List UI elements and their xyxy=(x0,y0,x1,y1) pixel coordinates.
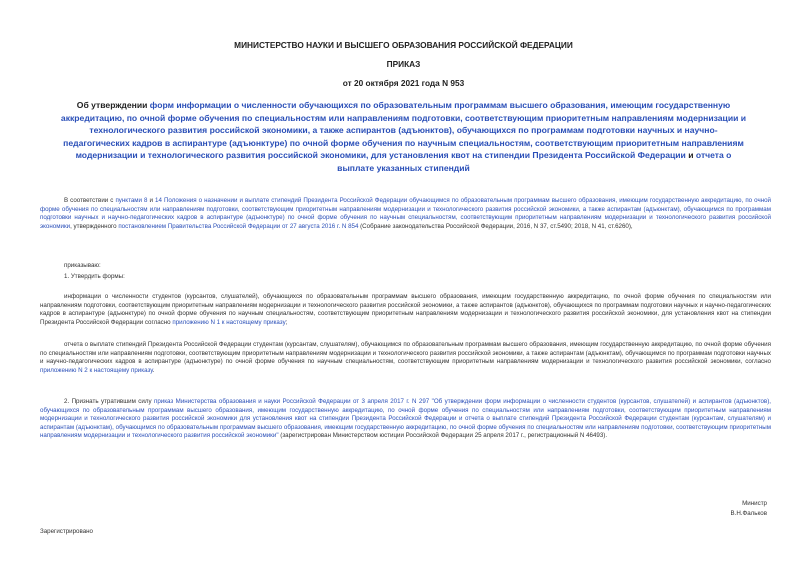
item-2-text-2: (зарегистрирован Министерством юстиции Российской Федерации 25 апреля 2017 г., регистрационный N 46493). xyxy=(278,432,608,440)
form-2-end: . xyxy=(152,366,155,374)
link-repealed-order[interactable]: приказ Министерства образования и науки Российской Федерации от 3 апреля 2017 г. N 297 "Об утверждении форм информации о численности студентов (курсантов, слушателей) и аспирантов (адъюнктов), обучающихся по образовательным программам высшего образования, имеющим государственную аккредитацию, по очной форме обучения по специальностям или направлениям подготовки, соответствующим приоритетным направлениям модернизации и технологического развития российской экономики для установления квот на стипендии Президента Российской Федерации и отчета о выплате стипендий Президента Российской Федерации студентам (курсантам, слушателям) и аспирантам (адъюнктам), обучающимся по образовательным программам высшего образования, имеющим государственную аккредитацию, по очной форме обучения по специальностям или направлениям подготовки, соответствующим приоритетным направлениям модернизации и технологического развития российской экономики" xyxy=(40,398,771,440)
preamble-text-1: В соответствии с xyxy=(64,197,116,204)
preamble-text-3: , утвержденного xyxy=(70,222,119,230)
link-appendix-2[interactable]: приложению N 2 к настоящему приказу xyxy=(40,366,153,374)
title-middle: и xyxy=(685,150,696,160)
signature-position: Министр xyxy=(742,500,767,507)
title-link-forms[interactable]: форм информации о численности обучающихся по образовательным программам высшего образования, имеющим государственную аккредитацию, по очной форме обучения по специальностям или направлениям подготовки, соответствующим приоритетным направлениям модернизации и технологического развития российской экономики, а также аспирантов (адъюнктов), обучающихся по программам подготовки научных и научно-педагогических кадров в аспирантуре (адъюнктуре) по очной форме обучения по научным специальностям, соответствующим приоритетным направлениям модернизации и технологического развития российской экономики, для установления квот на стипендии Президента Российской Федерации xyxy=(60,100,747,160)
form-1-paragraph xyxy=(40,293,771,327)
preamble-text-4: (Собрание законодательства Российской Федерации, 2016, N 37, ст.5490; 2018, N 41, ст.6260), xyxy=(358,222,633,230)
form-1-text: информации о численности студентов (курсантов, слушателей), обучающихся по образовательным программам высшего образования, имеющим государственную аккредитацию, по очной форме обучения по специальностям или направлениям подготовки, соответствующим приоритетным направлениям модернизации и технологического развития российской экономики, а также аспирантов (адъюнктов), обучающихся по программам подготовки научных и научно-педагогических кадров в аспирантуре (адъюнктуре) по очной форме обучения по научным специальностям, соответствующим приоритетным направлениям модернизации и технологического развития российской экономики, для установления квот на стипендии Президента Российской Федерации согласно xyxy=(40,293,771,326)
link-appendix-1[interactable]: приложению N 1 к настоящему приказу xyxy=(172,318,286,326)
link-point-14[interactable]: 14 Положения о назначении и выплате стипендий Президента Российской Федерации обучающимся по образовательным программам высшего образования, имеющим государственную аккредитацию, по очной форме обучения по специальностям или направлениям подготовки, соответствующим приоритетным направлениям модернизации и технологического развития российской экономики, а также аспирантам (адъюнктам), обучающимся по программам подготовки научных и научно-педагогических кадров в аспирантуре (адъюнктуре) по очной форме обучения по научным специальностям, соответствующим приоритетным направлениям модернизации и технологического развития российской экономики xyxy=(40,197,772,230)
item-2-paragraph xyxy=(40,398,771,441)
link-government-decree[interactable]: постановлением Правительства Российской Федерации от 27 августа 2016 г. N 854 xyxy=(118,222,359,230)
title-prefix: Об утверждении xyxy=(76,100,150,110)
doc-date-number: от 20 октября 2021 года N 953 xyxy=(342,78,465,88)
doc-type-heading: ПРИКАЗ xyxy=(386,59,421,69)
ministry-heading: МИНИСТЕРСТВО НАУКИ И ВЫСШЕГО ОБРАЗОВАНИЯ РОССИЙСКОЙ ФЕДЕРАЦИИ xyxy=(234,40,573,50)
link-points-8[interactable]: пунктами 8 xyxy=(115,197,148,204)
registered-note: Зарегистрировано xyxy=(40,528,93,535)
preamble-paragraph xyxy=(40,197,771,231)
form-1-end: ; xyxy=(285,318,288,326)
document-title xyxy=(60,99,747,174)
form-2-text: отчета о выплате стипендий Президента Российской Федерации студентам (курсантам, слушателям), обучающимся по образовательным программам высшего образования, имеющим государственную аккредитацию, по очной форме обучения по специальностям или направлениям подготовки, соответствующим приоритетным направлениям модернизации и технологического развития российской экономики, а также аспирантам (адъюнктам), обучающимся по программам подготовки научных и научно-педагогических кадров в аспирантуре (адъюнктуре) по очной форме обучения по научным специальностям, соответствующим приоритетным направлениям модернизации и технологического развития российской экономики, согласно xyxy=(40,341,771,366)
signature-name: В.Н.Фальков xyxy=(730,510,767,517)
title-link-report[interactable]: отчета о выплате указанных стипендий xyxy=(337,150,732,173)
item-2-text-1: 2. Признать утратившим силу xyxy=(64,398,154,405)
item-1: 1. Утвердить формы: xyxy=(64,273,125,280)
orders-word: приказываю: xyxy=(64,262,101,269)
preamble-text-2: и xyxy=(147,197,156,204)
form-2-paragraph xyxy=(40,341,771,375)
